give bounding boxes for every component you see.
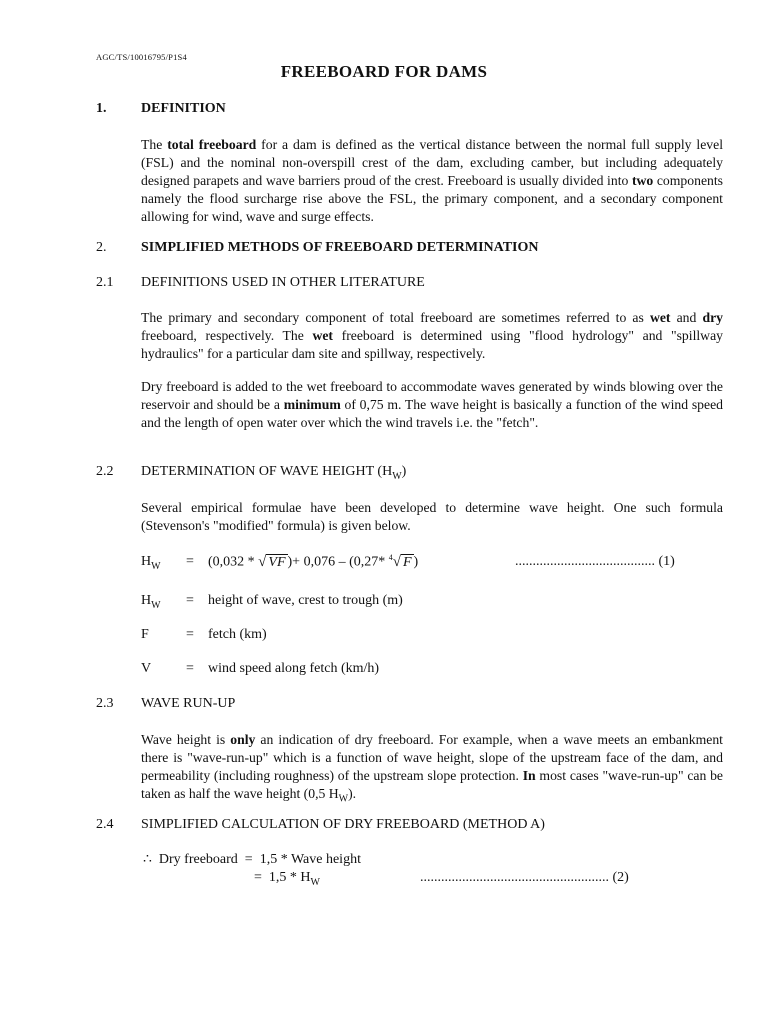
definition-hw-text: height of wave, crest to trough (m) [208,593,403,608]
square-root-vf: √ VF [258,553,286,570]
section-1-paragraph: The total freeboard for a dam is defined as the vertical distance between the normal full supply level (FSL) and the nominal non-overspill crest of the dam, excluding camber, but including adequately designed parapets and wave barriers proud of the crest. Freeboard is usually divided into two components namely the flood surcharge rise above the FSL, the primary component, and a secondary component allowing for wind, wave and surge effects. [141,137,724,224]
equation-2-number: ...................................................... (2) [420,870,629,885]
section-1-number: 1. [96,101,107,116]
dry-freeboard-line-1: ∴ Dry freeboard = 1,5 * Wave height [143,852,361,867]
fourth-root-f: √ F [392,553,412,570]
document-reference: AGC/TS/10016795/P1S4 [96,52,187,62]
page-title: FREEBOARD FOR DAMS [280,62,488,81]
equation-1-equals: = [186,554,194,569]
section-2-2-heading: DETERMINATION OF WAVE HEIGHT $(H_W)$ [141,464,407,482]
section-2-1-paragraph-1: The primary and secondary component of total freeboard are sometimes referred to as wet and dry freeboard, respectively. The wet freeboard is determined using "flood hydrology" and "spillway hydraulics" for a particular dam site and spillway, respectively. [141,310,723,361]
definition-f-symbol: F [141,627,149,642]
definition-f-text: fetch (km) [208,627,267,642]
definition-v-text: wind speed along fetch (km/h) [208,661,380,676]
definition-v-equals: = [186,661,194,676]
section-2-1-paragraph-2: Dry freeboard is added to the wet freeboard to accommodate waves generated by winds blowing over the reservoir and should be a minimum of 0,75 m. The wave height is basically a function of the wind speed and the length of open water over which the wind travels i.e. the "fetch". [141,379,723,430]
definition-hw-equals: = [186,593,194,608]
section-2-2-paragraph: Several empirical formulae have been developed to determine wave height. One such formula (Stevenson's "modified" formula) is given below. [141,500,723,533]
equation-1-lhs: $H_W$ [141,554,161,572]
section-2-3-number: 2.3 [96,696,114,711]
definition-hw-symbol: $H_W$ [141,593,161,611]
section-2-number: 2. [96,240,107,255]
section-2-2-number: 2.2 [96,464,114,479]
definition-f-equals: = [186,627,194,642]
equation-1-number: ........................................ (1) [515,554,675,569]
section-2-4-number: 2.4 [96,817,114,832]
section-2-1-number: 2.1 [96,275,114,290]
equation-1-rhs: (0,032 * √ VF )+ 0,076 – (0,27* $^4$√ F ) [208,553,419,570]
section-2-heading: SIMPLIFIED METHODS OF FREEBOARD DETERMINATION [141,240,539,255]
section-2-1-heading: DEFINITIONS USED IN OTHER LITERATURE [141,275,425,290]
definition-v-symbol: V [141,661,152,676]
section-2-3-paragraph: Wave height is only an indication of dry freeboard. For example, when a wave meets an embankment there is "wave-run-up" which is a function of wave height, slope of the upstream face of the dam, and permeability (including roughness) of the upstream slope protection. In most cases "wave-run-up" can be taken as half the wave height (0,5 $H_W$). [141,732,724,805]
section-2-3-heading: WAVE RUN-UP [141,696,236,711]
section-1-heading: DEFINITION [141,101,226,116]
section-2-4-heading: SIMPLIFIED CALCULATION OF DRY FREEBOARD (METHOD A) [141,817,545,832]
dry-freeboard-line-2: = $1,5 * H_W$ [254,870,320,888]
